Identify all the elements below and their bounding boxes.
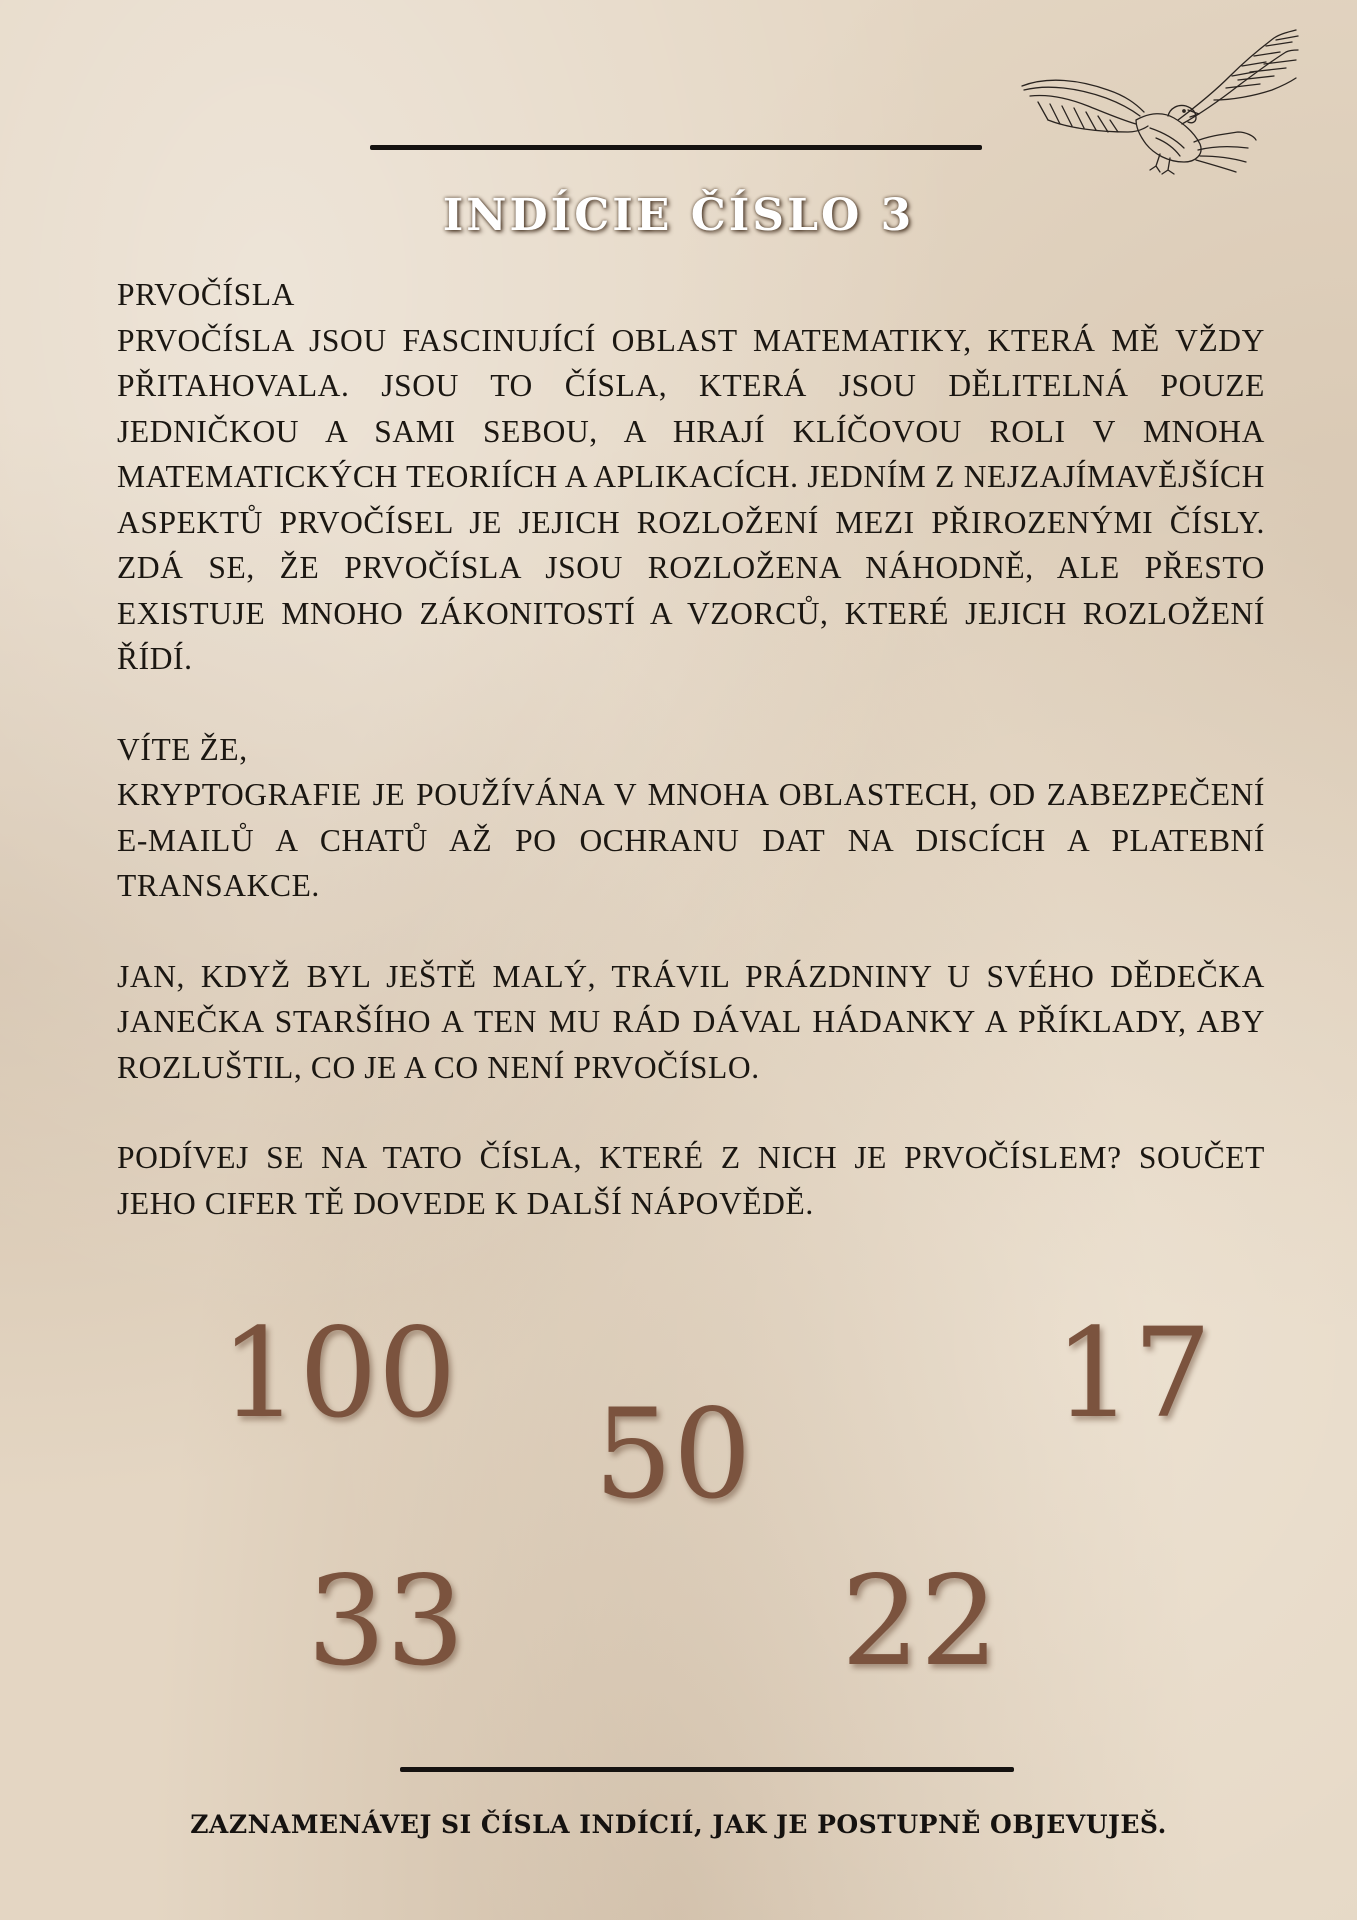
clue-heading: PRVOČÍSLA bbox=[117, 277, 295, 312]
top-divider bbox=[370, 145, 982, 150]
page-title: INDÍCIE ČÍSLO 3 bbox=[442, 190, 915, 241]
bottom-divider bbox=[400, 1767, 1014, 1772]
footer-note: ZAZNAMENÁVEJ SI ČÍSLA INDÍCIÍ, JAK JE POSTUPNĚ OBJEVUJEŠ. bbox=[190, 1810, 1167, 1839]
number-22: 22 bbox=[841, 1550, 999, 1694]
number-17: 17 bbox=[1054, 1302, 1212, 1446]
number-100: 100 bbox=[220, 1302, 457, 1446]
number-50: 50 bbox=[594, 1383, 752, 1527]
number-33: 33 bbox=[307, 1550, 465, 1694]
eagle-icon bbox=[1018, 28, 1300, 178]
clue-paragraph-primes: PRVOČÍSLA JSOU FASCINUJÍCÍ OBLAST MATEMATIKY, KTERÁ MĚ VŽDY PŘITAHOVALA. JSOU TO ČÍSLA, KTERÁ JSOU DĚLITELNÁ POUZE JEDNIČKOU A SAMI SEBOU, A HRAJÍ KLÍČOVOU ROLI V MNOHA MATEMATICKÝCH TEORIÍCH A APLIKACÍCH. JEDNÍM Z NEJZAJÍMAVĚJŠÍCH ASPEKTŮ PRVOČÍSEL JE JEJICH ROZLOŽENÍ MEZI PŘIROZENÝMI ČÍSLY. ZDÁ SE, ŽE PRVOČÍSLA JSOU ROZLOŽENA NÁHODNĚ, ALE PŘESTO EXISTUJE MNOHO ZÁKONITOSTÍ A VZORCŮ, KTERÉ JEJICH ROZLOŽENÍ ŘÍDÍ. bbox=[117, 322, 1265, 676]
did-you-know-heading: VÍTE ŽE, bbox=[117, 731, 248, 767]
clue-paragraph-jan: JAN, KDYŽ BYL JEŠTĚ MALÝ, TRÁVIL PRÁZDNINY U SVÉHO DĚDEČKA JANEČKA STARŠÍHO A TEN MU RÁD DÁVAL HÁDANKY A PŘÍKLADY, ABY ROZLUŠTIL, CO JE A CO NENÍ PRVOČÍSLO. bbox=[117, 958, 1265, 1085]
clue-paragraph-cryptography: KRYPTOGRAFIE JE POUŽÍVÁNA V MNOHA OBLASTECH, OD ZABEZPEČENÍ E-MAILŮ A CHATŮ AŽ PO OCHRANU DAT NA DISCÍCH A PLATEBNÍ TRANSAKCE. bbox=[117, 777, 1265, 903]
clue-question: PODÍVEJ SE NA TATO ČÍSLA, KTERÉ Z NICH JE PRVOČÍSLEM? SOUČET JEHO CIFER TĚ DOVEDE K DALŠÍ NÁPOVĚDĚ. bbox=[117, 1140, 1265, 1221]
clue-text bbox=[117, 272, 1265, 1226]
